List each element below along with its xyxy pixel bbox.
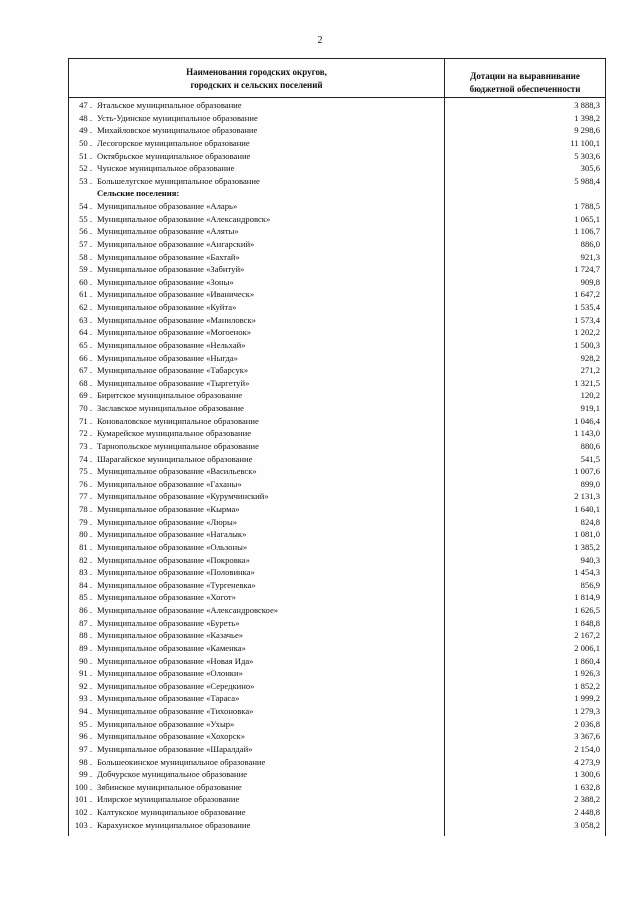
row-number: 84 . — [79, 579, 92, 590]
header-name-column — [69, 66, 444, 91]
row-number: 75 . — [79, 466, 92, 477]
subsidy-value: 919,1 — [580, 403, 600, 413]
row-number: 65 . — [79, 339, 92, 350]
table-row — [69, 150, 605, 163]
row-number: 66 . — [79, 352, 92, 363]
table-row — [69, 781, 605, 794]
subsidy-value: 1 640,1 — [574, 504, 600, 514]
table-row — [69, 541, 605, 554]
table-row — [69, 225, 605, 238]
row-number: 51 . — [79, 150, 92, 161]
table-row — [69, 579, 605, 592]
row-number: 76 . — [79, 478, 92, 489]
row-number: 58 . — [79, 251, 92, 262]
table-row — [69, 591, 605, 604]
municipality-name: Муниципальное образование «Тыргетуй» — [97, 377, 250, 388]
table-row — [69, 667, 605, 680]
municipality-name: Муниципальное образование «Казачье» — [97, 630, 244, 641]
row-number: 67 . — [79, 365, 92, 376]
row-number: 101 . — [74, 794, 92, 805]
row-number: 47 . — [79, 100, 92, 110]
page-number: 2 — [317, 35, 323, 46]
municipality-name: Муниципальное образование «Хохорск» — [97, 731, 246, 742]
subsidy-value: 2 154,0 — [574, 743, 600, 754]
table-row — [69, 718, 605, 731]
municipality-name: Ятальское муниципальное образование — [97, 100, 242, 110]
municipality-name: Биритское муниципальное образование — [97, 390, 243, 401]
municipality-name: Муниципальное образование «Люры» — [97, 516, 238, 527]
municipality-name: Муниципальное образование «Зоны» — [97, 276, 234, 287]
municipality-name: Муниципальное образование «Ухыр» — [97, 718, 235, 729]
municipality-name: Михайловское муниципальное образование — [97, 125, 258, 136]
header-name-line: Наименования городских округов, — [186, 67, 327, 77]
row-number: 56 . — [79, 226, 92, 237]
table-row — [69, 629, 605, 642]
table-row — [69, 566, 605, 579]
table-row — [69, 756, 605, 769]
row-number: 69 . — [79, 390, 92, 401]
row-number: 85 . — [79, 592, 92, 603]
municipality-name: Муниципальное образование «Середкино» — [97, 680, 255, 691]
subsidy-value: 1 007,6 — [574, 466, 600, 477]
row-number: 61 . — [79, 289, 92, 300]
table-row — [69, 175, 605, 188]
subsidy-value: 1 500,3 — [574, 339, 600, 350]
row-number: 72 . — [79, 428, 92, 439]
municipality-name: Муниципальное образование «Тараса» — [97, 693, 240, 704]
row-number: 62 . — [79, 302, 92, 312]
table-row — [69, 402, 605, 415]
subsidy-value: 921,3 — [580, 251, 600, 262]
table-row — [69, 99, 605, 112]
municipality-name: Муниципальное образование «Александровск» — [97, 213, 271, 224]
table-row — [69, 352, 605, 365]
subsidy-value: 4 273,9 — [574, 756, 600, 767]
municipality-name: Илирское муниципальное образование — [97, 794, 240, 805]
row-number: 64 . — [79, 327, 92, 338]
municipality-name: Муниципальное образование «Забитуй» — [97, 264, 245, 275]
subsidy-value: 1 860,4 — [574, 655, 600, 666]
subsidy-value: 1 632,8 — [574, 781, 600, 792]
table-row — [69, 326, 605, 339]
row-number: 86 . — [79, 605, 92, 615]
table-row — [69, 478, 605, 491]
subsidy-value: 1 143,0 — [574, 428, 600, 439]
row-number: 55 . — [79, 213, 92, 224]
table-row — [69, 339, 605, 352]
row-number: 73 . — [79, 440, 92, 451]
table-row — [69, 554, 605, 567]
table-header — [69, 59, 605, 98]
header-value-line: Дотации на выравнивание — [470, 71, 580, 81]
table-row — [69, 124, 605, 137]
municipality-name: Муниципальное образование «Хогот» — [97, 592, 236, 603]
row-number: 80 . — [79, 529, 92, 540]
subsidy-value: 1 647,2 — [574, 289, 600, 300]
row-number: 54 . — [79, 201, 92, 211]
row-number: 93 . — [79, 693, 92, 704]
subsidy-value: 2 167,2 — [574, 630, 600, 641]
subsidy-value: 909,8 — [580, 276, 600, 287]
table-row — [69, 301, 605, 314]
row-number: 78 . — [79, 504, 92, 514]
table-row — [69, 314, 605, 327]
subsidy-value: 1 626,5 — [574, 605, 600, 615]
table-row — [69, 453, 605, 466]
subsidy-value: 271,2 — [580, 365, 600, 376]
row-number: 88 . — [79, 630, 92, 641]
row-number: 71 . — [79, 415, 92, 426]
row-number: 96 . — [79, 731, 92, 742]
municipality-name: Муниципальное образование «Шаралдай» — [97, 743, 253, 754]
municipality-name: Муниципальное образование «Нельхай» — [97, 339, 246, 350]
row-number: 97 . — [79, 743, 92, 754]
subsidy-value: 2 036,8 — [574, 718, 600, 729]
subsidy-value: 3 058,2 — [574, 819, 600, 830]
subsidy-value: 1 999,2 — [574, 693, 600, 704]
row-number: 95 . — [79, 718, 92, 729]
table-row — [69, 238, 605, 251]
municipality-name: Большелугское муниципальное образование — [97, 175, 260, 186]
table-row — [69, 200, 605, 213]
municipality-name: Зябинское муниципальное образование — [97, 781, 242, 792]
municipality-name: Муниципальное образование «Новая Ида» — [97, 655, 254, 666]
table-row — [69, 213, 605, 226]
municipality-name: Коноваловское муниципальное образование — [97, 415, 259, 426]
municipality-name: Муниципальное образование «Каменка» — [97, 642, 246, 653]
table-row — [69, 364, 605, 377]
table-row — [69, 528, 605, 541]
subsidy-value: 940,3 — [580, 554, 600, 565]
table-row — [69, 465, 605, 478]
table-row — [69, 427, 605, 440]
table-body — [69, 99, 605, 831]
municipality-name: Кумарейское муниципальное образование — [97, 428, 252, 439]
table-row — [69, 490, 605, 503]
municipality-name: Большеокинское муниципальное образование — [97, 756, 266, 767]
subsidy-value: 1 398,2 — [574, 112, 600, 123]
municipality-name: Муниципальное образование «Куйта» — [97, 302, 237, 312]
table-row — [69, 162, 605, 175]
subsidy-value: 886,0 — [580, 238, 600, 249]
subsidy-value: 1 202,2 — [574, 327, 600, 338]
subsidy-value: 11 100,1 — [570, 137, 600, 148]
table-row — [69, 377, 605, 390]
row-number: 70 . — [79, 403, 92, 413]
subsidy-value: 1 573,4 — [574, 314, 600, 325]
section-heading: Сельские поселения: — [97, 188, 180, 199]
municipality-name: Муниципальное образование «Маниловск» — [97, 314, 256, 325]
table-row — [69, 730, 605, 743]
table-row — [69, 604, 605, 617]
subsidy-value: 1 848,8 — [574, 617, 600, 628]
subsidy-value: 1 279,3 — [574, 706, 600, 716]
row-number: 92 . — [79, 680, 92, 691]
row-number: 98 . — [79, 756, 92, 767]
subsidy-value: 928,2 — [580, 352, 600, 363]
subsidy-value: 1 788,5 — [574, 201, 600, 211]
municipality-name: Муниципальное образование «Бахтай» — [97, 251, 240, 262]
municipality-name: Карахунское муниципальное образование — [97, 819, 251, 830]
subsidy-value: 2 448,8 — [574, 807, 600, 817]
table-row — [69, 692, 605, 705]
table-row — [69, 793, 605, 806]
table-row — [69, 276, 605, 289]
municipality-name: Муниципальное образование «Ныгда» — [97, 352, 238, 363]
subsidy-value: 9 298,6 — [574, 125, 600, 136]
subsidy-value: 1 065,1 — [574, 213, 600, 224]
row-number: 81 . — [79, 541, 92, 552]
municipality-name: Муниципальное образование «Тихоновка» — [97, 706, 254, 716]
subsidy-value: 541,5 — [580, 453, 600, 464]
table-row — [69, 389, 605, 402]
subsidy-value: 305,6 — [580, 163, 600, 174]
subsidy-value: 2 006,1 — [574, 642, 600, 653]
subsidy-value: 1 926,3 — [574, 668, 600, 679]
municipality-name: Усть-Удинское муниципальное образование — [97, 112, 258, 123]
table-row — [69, 112, 605, 125]
subsidy-value: 1 454,3 — [574, 567, 600, 578]
subsidy-value: 5 988,4 — [574, 175, 600, 186]
municipality-name: Муниципальное образование «Кырма» — [97, 504, 240, 514]
subsidy-value: 3 367,6 — [574, 731, 600, 742]
row-number: 90 . — [79, 655, 92, 666]
row-number: 52 . — [79, 163, 92, 174]
subsidy-value: 1 106,7 — [574, 226, 600, 237]
row-number: 48 . — [79, 112, 92, 123]
subsidy-value: 5 303,6 — [574, 150, 600, 161]
row-number: 82 . — [79, 554, 92, 565]
municipality-name: Муниципальное образование «Александровское» — [97, 605, 279, 615]
municipality-name: Октябрьское муниципальное образование — [97, 150, 251, 161]
subsidy-value: 824,8 — [580, 516, 600, 527]
subsidy-value: 2 388,2 — [574, 794, 600, 805]
row-number: 74 . — [79, 453, 92, 464]
subsidy-value: 1 814,9 — [574, 592, 600, 603]
table-row — [69, 806, 605, 819]
municipality-name: Муниципальное образование «Иваническ» — [97, 289, 255, 300]
municipality-name: Муниципальное образование «Олонки» — [97, 668, 243, 679]
table-row — [69, 516, 605, 529]
subsidy-value: 856,9 — [580, 579, 600, 590]
row-number: 60 . — [79, 276, 92, 287]
table-row — [69, 503, 605, 516]
subsidy-value: 2 131,3 — [574, 491, 600, 502]
row-number: 53 . — [79, 175, 92, 186]
row-number: 100 . — [74, 781, 92, 792]
row-number: 77 . — [79, 491, 92, 502]
municipality-name: Муниципальное образование «Буреть» — [97, 617, 240, 628]
municipality-name: Муниципальное образование «Гаханы» — [97, 478, 242, 489]
subsidy-value: 1 385,2 — [574, 541, 600, 552]
table-row — [69, 440, 605, 453]
table-row — [69, 768, 605, 781]
row-number: 89 . — [79, 642, 92, 653]
subsidy-value: 1 852,2 — [574, 680, 600, 691]
table-row — [69, 415, 605, 428]
subsidy-value: 1 724,7 — [574, 264, 600, 275]
subsidy-value: 1 300,6 — [574, 769, 600, 780]
municipality-name: Муниципальное образование «Ользоны» — [97, 541, 248, 552]
municipality-name: Муниципальное образование «Табарсук» — [97, 365, 249, 376]
table-row — [69, 642, 605, 655]
row-number: 102 . — [74, 807, 92, 817]
municipality-name: Заславское муниципальное образование — [97, 403, 244, 413]
municipality-name: Муниципальное образование «Тургеневка» — [97, 579, 256, 590]
municipality-name: Муниципальное образование «Васильевск» — [97, 466, 257, 477]
subsidy-value: 1 081,0 — [574, 529, 600, 540]
row-number: 87 . — [79, 617, 92, 628]
municipality-name: Муниципальное образование «Ангарский» — [97, 238, 255, 249]
subsidy-value: 1 321,5 — [574, 377, 600, 388]
table-row — [69, 655, 605, 668]
row-number: 99 . — [79, 769, 92, 780]
municipality-name: Лесогорское муниципальное образование — [97, 137, 250, 148]
row-number: 49 . — [79, 125, 92, 136]
table-row — [69, 680, 605, 693]
row-number: 63 . — [79, 314, 92, 325]
subsidy-value: 1 535,4 — [574, 302, 600, 312]
municipality-name: Муниципальное образование «Курумчинский» — [97, 491, 269, 502]
row-number: 91 . — [79, 668, 92, 679]
subsidy-value: 1 046,4 — [574, 415, 600, 426]
section-heading-row — [69, 187, 605, 200]
row-number: 50 . — [79, 137, 92, 148]
table-row — [69, 743, 605, 756]
table-row — [69, 705, 605, 718]
subsidy-value: 120,2 — [580, 390, 600, 401]
row-number: 79 . — [79, 516, 92, 527]
municipality-name: Муниципальное образование «Могоенок» — [97, 327, 252, 338]
table-row — [69, 137, 605, 150]
municipality-name: Муниципальное образование «Нагалык» — [97, 529, 247, 540]
municipality-name: Муниципальное образование «Аляты» — [97, 226, 239, 237]
row-number: 83 . — [79, 567, 92, 578]
subsidy-value: 880,6 — [580, 440, 600, 451]
row-number: 59 . — [79, 264, 92, 275]
row-number: 57 . — [79, 238, 92, 249]
row-number: 103 . — [74, 819, 92, 830]
subsidy-value: 3 888,3 — [574, 100, 600, 110]
table-row — [69, 288, 605, 301]
municipality-name: Калтукское муниципальное образование — [97, 807, 246, 817]
municipality-name: Муниципальное образование «Покровка» — [97, 554, 250, 565]
row-number: 94 . — [79, 706, 92, 716]
header-name-line: городских и сельских поселений — [190, 79, 323, 90]
header-value-line: бюджетной обеспеченности — [469, 83, 581, 94]
municipality-name: Добчурское муниципальное образование — [97, 769, 248, 780]
row-number: 68 . — [79, 377, 92, 388]
subsidy-table — [68, 58, 606, 836]
municipality-name: Шарагайское муниципальное образование — [97, 453, 253, 464]
header-value-column — [445, 70, 605, 95]
municipality-name: Муниципальное образование «Половинка» — [97, 567, 255, 578]
table-row — [69, 263, 605, 276]
municipality-name: Муниципальное образование «Аларь» — [97, 201, 238, 211]
table-row — [69, 251, 605, 264]
subsidy-value: 899,0 — [580, 478, 600, 489]
municipality-name: Тарнопольское муниципальное образование — [97, 440, 259, 451]
municipality-name: Чунское муниципальное образование — [97, 163, 235, 174]
table-row — [69, 819, 605, 832]
table-row — [69, 617, 605, 630]
